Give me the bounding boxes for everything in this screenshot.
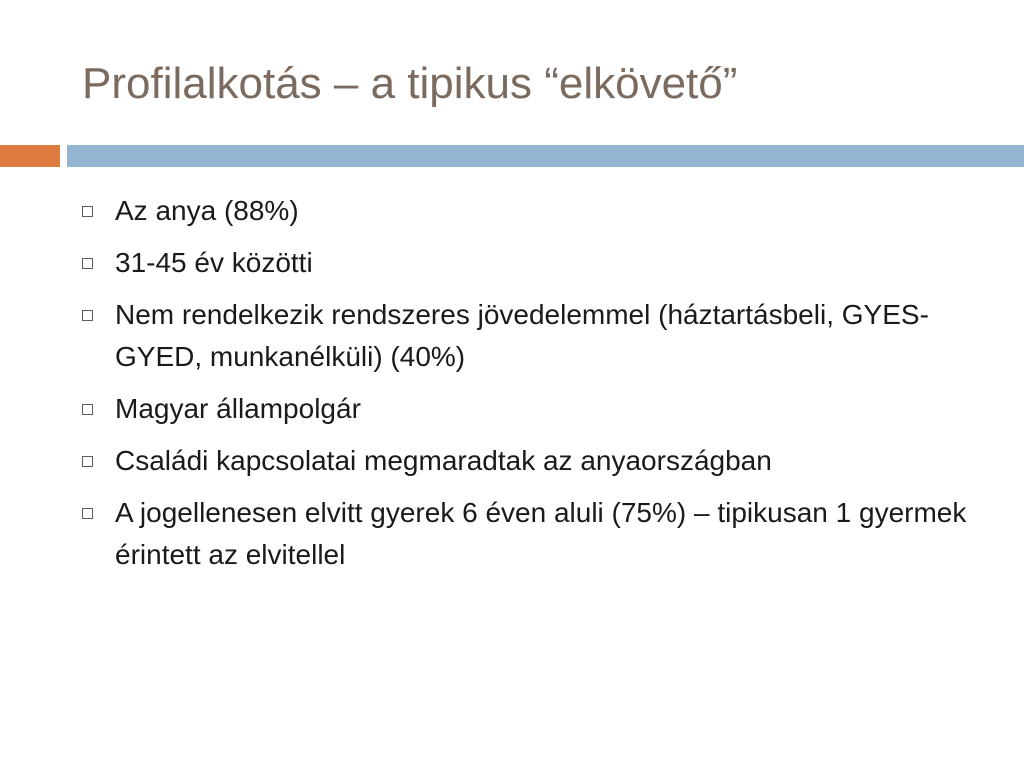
hollow-square-icon: [82, 456, 93, 467]
bullet-item: [82, 440, 982, 482]
bullet-item: [82, 242, 982, 284]
hollow-square-icon: [82, 508, 93, 519]
bullet-item: [82, 294, 982, 378]
bullet-text: A jogellenesen elvitt gyerek 6 éven aluli (75%) – tipikusan 1 gyermek érintett az elvitellel: [115, 497, 967, 570]
bullet-list: [82, 190, 982, 586]
bullet-item: [82, 388, 982, 430]
hollow-square-icon: [82, 310, 93, 321]
hollow-square-icon: [82, 404, 93, 415]
accent-bar: [0, 145, 60, 167]
title-rule-bar: [67, 145, 1024, 167]
bullet-text: Családi kapcsolatai megmaradtak az anyaországban: [115, 445, 772, 476]
hollow-square-icon: [82, 258, 93, 269]
bullet-text: Az anya (88%): [115, 195, 299, 226]
bullet-item: [82, 190, 982, 232]
bullet-text: Nem rendelkezik rendszeres jövedelemmel (háztartásbeli, GYES-GYED, munkanélküli) (40%): [115, 299, 929, 372]
slide-title: Profilalkotás – a tipikus “elkövető”: [82, 59, 738, 108]
bullet-text: 31-45 év közötti: [115, 247, 313, 278]
bullet-item: [82, 492, 982, 576]
hollow-square-icon: [82, 206, 93, 217]
bullet-text: Magyar állampolgár: [115, 393, 361, 424]
